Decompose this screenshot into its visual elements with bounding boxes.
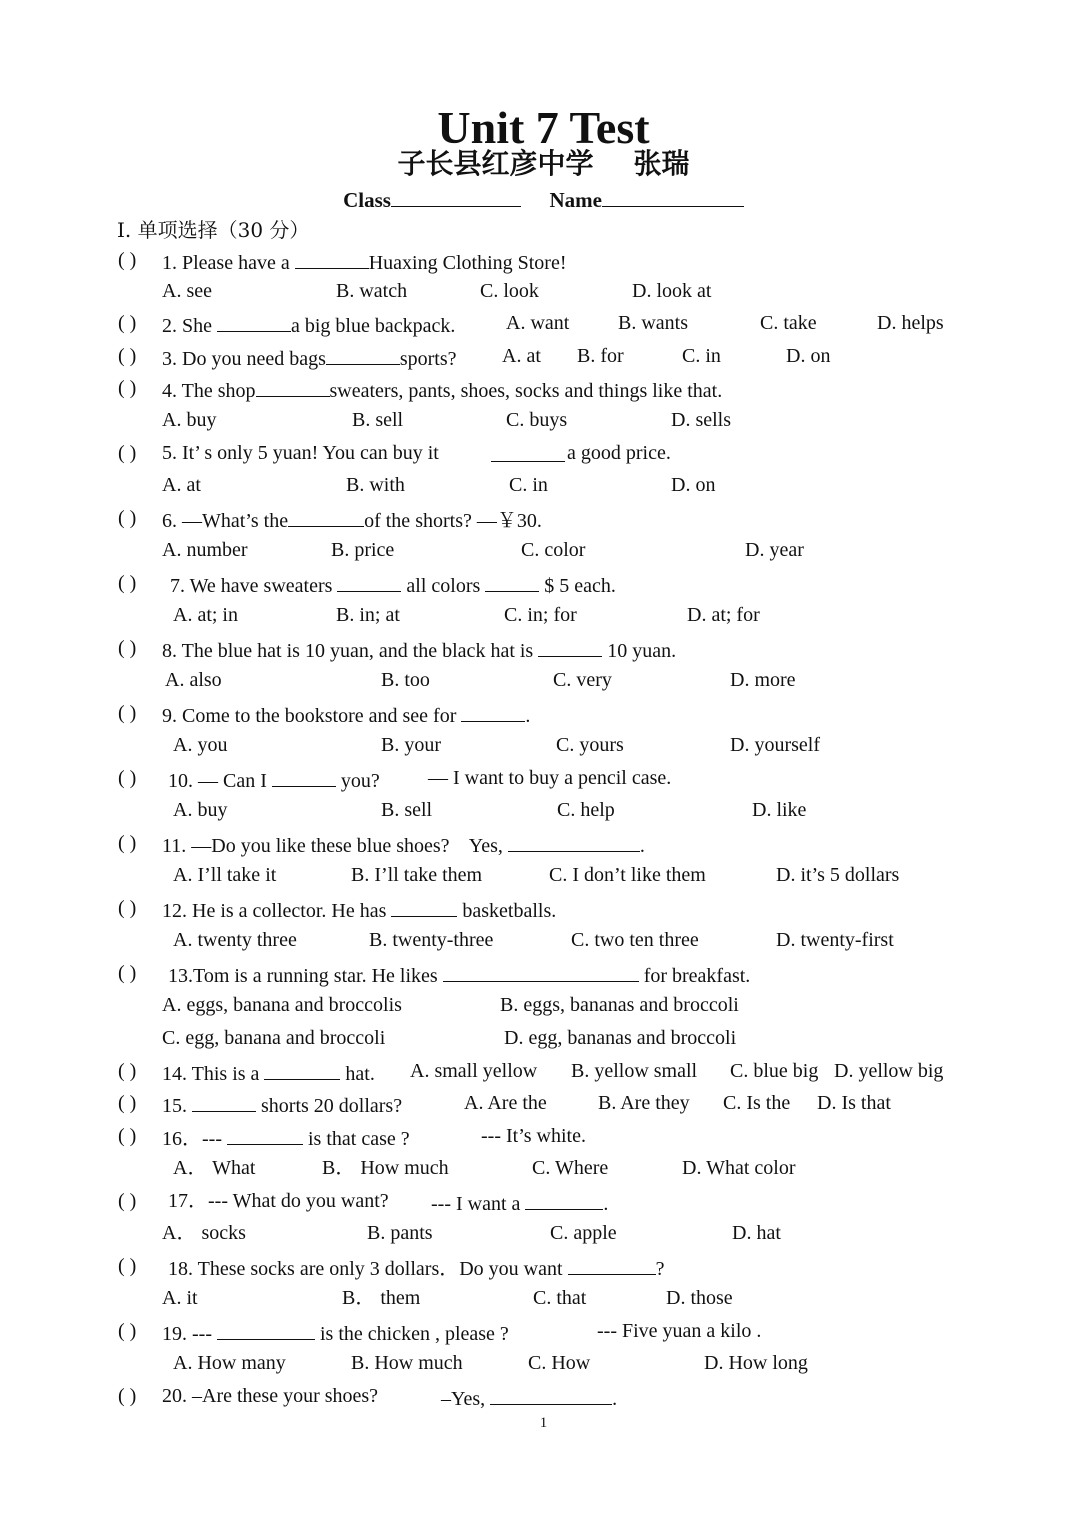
option-b[interactable]: B． them <box>342 1287 421 1309</box>
page-number: 1 <box>539 1415 548 1431</box>
question-12 <box>0 892 1087 924</box>
school-teacher-line <box>0 145 1087 183</box>
question-stem: 1. Please have a Huaxing Clothing Store! <box>162 244 567 279</box>
option-d[interactable]: D. more <box>730 669 796 691</box>
option-b[interactable]: B. How much <box>351 1352 463 1374</box>
option-b[interactable]: B. eggs, bananas and broccoli <box>500 994 739 1016</box>
school-name: 子长县红彦中学 <box>397 147 594 180</box>
option-a[interactable]: A. eggs, banana and broccolis <box>162 994 402 1016</box>
class-blank[interactable] <box>391 184 521 207</box>
question-4-options <box>0 404 1087 436</box>
answer-blank[interactable] <box>227 1120 303 1145</box>
section-heading: I. 单项选择（30 分） <box>117 218 310 242</box>
option-d[interactable]: D. on <box>671 474 716 496</box>
question-20 <box>0 1380 1087 1412</box>
option-a[interactable]: A. How many <box>173 1352 286 1374</box>
answer-blank[interactable] <box>326 340 400 365</box>
question-stem: 7. We have sweaters all colors $ 5 each. <box>170 567 616 602</box>
option-b[interactable]: B. sell <box>352 409 404 431</box>
answer-blank[interactable] <box>508 827 640 852</box>
option-c[interactable]: C. take <box>760 312 817 334</box>
question-6 <box>0 502 1087 534</box>
option-d[interactable]: D. yellow big <box>834 1060 944 1082</box>
answer-paren[interactable]: ( ) <box>118 832 137 854</box>
question-6-options <box>0 534 1087 566</box>
question-10-options <box>0 794 1087 826</box>
answer-paren[interactable]: ( ) <box>118 1190 137 1212</box>
answer-blank[interactable] <box>272 762 336 787</box>
answer-paren[interactable]: ( ) <box>118 572 137 594</box>
class-name-line <box>0 184 1087 215</box>
option-c[interactable]: C. help <box>557 799 615 821</box>
option-b[interactable]: B. for <box>577 345 624 367</box>
answer-blank-2[interactable] <box>485 567 539 592</box>
question-5-options <box>0 469 1087 501</box>
option-b[interactable]: B. watch <box>336 280 408 302</box>
option-b[interactable]: B. twenty-three <box>369 929 494 951</box>
option-c[interactable]: C. look <box>480 280 539 302</box>
answer-paren[interactable]: ( ) <box>118 1385 137 1407</box>
answer-paren[interactable]: ( ) <box>118 1092 137 1114</box>
option-a[interactable]: A. buy <box>162 409 217 431</box>
option-d[interactable]: D. twenty-first <box>776 929 894 951</box>
name-label: Name <box>549 188 602 212</box>
question-12-options <box>0 924 1087 956</box>
question-9 <box>0 697 1087 729</box>
option-a[interactable]: A. at <box>162 474 201 496</box>
option-c[interactable]: C. in <box>509 474 548 496</box>
answer-blank[interactable] <box>192 1087 256 1112</box>
option-a[interactable]: A． socks <box>162 1222 246 1244</box>
answer-blank[interactable] <box>491 437 565 462</box>
question-stem: 19. --- is the chicken , please ? <box>162 1315 509 1350</box>
option-d[interactable]: D. helps <box>877 312 944 334</box>
option-b[interactable]: B. sell <box>381 799 433 821</box>
answer-paren[interactable]: ( ) <box>118 507 137 529</box>
question-13-options-ab <box>0 989 1087 1021</box>
option-d[interactable]: D. egg, bananas and broccoli <box>504 1027 737 1049</box>
question-stem: 8. The blue hat is 10 yuan, and the black hat is 10 yuan. <box>162 632 676 667</box>
answer-paren[interactable]: ( ) <box>118 637 137 659</box>
question-stem: 12. He is a collector. He has basketballs. <box>162 892 556 927</box>
question-13-options-cd <box>0 1022 1087 1054</box>
question-18-options <box>0 1282 1087 1314</box>
answer-blank[interactable] <box>461 697 525 722</box>
question-stem: 15. shorts 20 dollars? <box>162 1087 402 1122</box>
question-9-options <box>0 729 1087 761</box>
question-reply: --- Five yuan a kilo . <box>597 1320 762 1342</box>
option-c[interactable]: C. in; for <box>504 604 577 626</box>
question-stem: 4. The shop sweaters, pants, shoes, socks and things like that. <box>162 372 722 407</box>
answer-blank[interactable] <box>337 567 401 592</box>
option-b[interactable]: B. Are they <box>598 1092 690 1114</box>
question-stem: 11. —Do you like these blue shoes? Yes, . <box>162 827 645 862</box>
answer-blank[interactable] <box>490 1380 612 1405</box>
question-5 <box>0 437 1087 469</box>
option-c[interactable]: C. very <box>553 669 612 691</box>
question-1 <box>0 244 1087 276</box>
answer-paren[interactable]: ( ) <box>118 767 137 789</box>
question-stem: 5. It’ s only 5 yuan! You can buy it <box>162 442 439 464</box>
answer-blank[interactable] <box>295 244 369 269</box>
answer-blank[interactable] <box>256 372 330 397</box>
question-10 <box>0 762 1087 794</box>
question-8 <box>0 632 1087 664</box>
answer-blank[interactable] <box>391 892 457 917</box>
option-c[interactable]: C. in <box>682 345 721 367</box>
question-stem: 18. These socks are only 3 dollars．Do you want ? <box>168 1250 664 1285</box>
option-d[interactable]: D. year <box>745 539 804 561</box>
answer-blank[interactable] <box>288 502 364 527</box>
option-a[interactable]: A. also <box>165 669 222 691</box>
question-stem: 17．--- What do you want? <box>168 1190 389 1212</box>
option-a[interactable]: A. buy <box>173 799 228 821</box>
answer-paren[interactable]: ( ) <box>118 1255 137 1277</box>
answer-blank[interactable] <box>538 632 602 657</box>
answer-paren[interactable]: ( ) <box>118 377 137 399</box>
question-13 <box>0 957 1087 989</box>
option-c[interactable]: C. Is the <box>723 1092 791 1114</box>
option-d[interactable]: D. hat <box>732 1222 781 1244</box>
option-a[interactable]: A. Are the <box>464 1092 547 1114</box>
question-18 <box>0 1250 1087 1282</box>
option-a[interactable]: A. small yellow <box>410 1060 538 1082</box>
option-c[interactable]: C. that <box>533 1287 587 1309</box>
option-a[interactable]: A. number <box>162 539 248 561</box>
option-d[interactable]: D. sells <box>671 409 731 431</box>
option-b[interactable]: B. wants <box>618 312 688 334</box>
option-c[interactable]: C. yours <box>556 734 624 756</box>
option-b[interactable]: B. pants <box>367 1222 433 1244</box>
option-d[interactable]: D. those <box>666 1287 733 1309</box>
option-b[interactable]: B. yellow small <box>571 1060 698 1082</box>
answer-paren[interactable]: ( ) <box>118 897 137 919</box>
option-a[interactable]: A. twenty three <box>173 929 297 951</box>
question-19-options <box>0 1347 1087 1379</box>
option-c[interactable]: C. color <box>521 539 586 561</box>
answer-blank[interactable] <box>217 1315 315 1340</box>
answer-blank[interactable] <box>264 1055 340 1080</box>
name-blank[interactable] <box>602 184 744 207</box>
question-2 <box>0 307 1087 339</box>
option-c[interactable]: C. apple <box>550 1222 617 1244</box>
question-4 <box>0 372 1087 404</box>
question-19 <box>0 1315 1087 1347</box>
answer-blank[interactable] <box>443 957 639 982</box>
question-reply: — I want to buy a pencil case. <box>428 767 672 789</box>
option-a[interactable]: A. want <box>506 312 570 334</box>
answer-blank[interactable] <box>568 1250 656 1275</box>
option-b[interactable]: B. with <box>346 474 405 496</box>
option-c[interactable]: C. Where <box>532 1157 609 1179</box>
option-d[interactable]: D. at; for <box>687 604 760 626</box>
question-stem: 2. She a big blue backpack. <box>162 307 455 342</box>
option-c[interactable]: C. egg, banana and broccoli <box>162 1027 386 1049</box>
question-stem: 9. Come to the bookstore and see for . <box>162 697 530 732</box>
answer-paren[interactable]: ( ) <box>118 1060 137 1082</box>
option-d[interactable]: D. like <box>752 799 807 821</box>
question-17 <box>0 1185 1087 1217</box>
question-1-options <box>0 275 1087 307</box>
answer-blank[interactable] <box>525 1185 603 1210</box>
option-b[interactable]: B. price <box>331 539 395 561</box>
question-stem: 13.Tom is a running star. He likes for breakfast. <box>168 957 750 992</box>
answer-paren[interactable]: ( ) <box>118 249 137 271</box>
option-a[interactable]: A. I’ll take it <box>173 864 277 886</box>
answer-paren[interactable]: ( ) <box>118 442 137 464</box>
option-b[interactable]: B. too <box>381 669 430 691</box>
option-c[interactable]: C. buys <box>506 409 568 431</box>
option-d[interactable]: D. How long <box>704 1352 808 1374</box>
question-7 <box>0 567 1087 599</box>
option-d[interactable]: D. on <box>786 345 831 367</box>
option-a[interactable]: A． What <box>173 1157 256 1179</box>
question-11-options <box>0 859 1087 891</box>
answer-blank[interactable] <box>217 307 291 332</box>
option-d[interactable]: D. look at <box>632 280 712 302</box>
question-3 <box>0 340 1087 372</box>
option-c[interactable]: C. I don’t like them <box>549 864 706 886</box>
option-d[interactable]: D. it’s 5 dollars <box>776 864 900 886</box>
option-b[interactable]: B. your <box>381 734 441 756</box>
question-reply: --- I want a . <box>431 1185 608 1220</box>
question-stem: 20. –Are these your shoes? <box>162 1385 379 1407</box>
answer-paren[interactable]: ( ) <box>118 345 137 367</box>
class-label: Class <box>343 188 391 212</box>
answer-paren[interactable]: ( ) <box>118 312 137 334</box>
option-c[interactable]: C. blue big <box>730 1060 819 1082</box>
option-c[interactable]: C. two ten three <box>571 929 699 951</box>
teacher-name: 张瑞 <box>633 147 690 180</box>
question-8-options <box>0 664 1087 696</box>
option-a[interactable]: A. at; in <box>173 604 238 626</box>
answer-paren[interactable]: ( ) <box>118 1125 137 1147</box>
answer-paren[interactable]: ( ) <box>118 1320 137 1342</box>
option-c[interactable]: C. How <box>528 1352 591 1374</box>
option-a[interactable]: A. see <box>162 280 212 302</box>
option-d[interactable]: D. What color <box>682 1157 796 1179</box>
option-b[interactable]: B. in; at <box>336 604 400 626</box>
option-a[interactable]: A. you <box>173 734 228 756</box>
option-b[interactable]: B． How much <box>322 1157 449 1179</box>
option-d[interactable]: D. Is that <box>817 1092 891 1114</box>
question-16-options <box>0 1152 1087 1184</box>
question-stem: 6. —What’s the of the shorts? —￥30. <box>162 502 542 537</box>
question-16 <box>0 1120 1087 1152</box>
answer-paren[interactable]: ( ) <box>118 702 137 724</box>
question-7-options <box>0 599 1087 631</box>
question-17-options <box>0 1217 1087 1249</box>
question-15 <box>0 1087 1087 1119</box>
question-stem: 16．--- is that case ? <box>162 1120 410 1155</box>
answer-paren[interactable]: ( ) <box>118 962 137 984</box>
question-stem: 3. Do you need bags sports? <box>162 340 457 375</box>
question-reply: --- It’s white. <box>481 1125 586 1147</box>
option-a[interactable]: A. at <box>502 345 541 367</box>
option-d[interactable]: D. yourself <box>730 734 820 756</box>
question-stem: 14. This is a hat. <box>162 1055 375 1090</box>
option-a[interactable]: A. it <box>162 1287 198 1309</box>
question-11 <box>0 827 1087 859</box>
option-b[interactable]: B. I’ll take them <box>351 864 483 886</box>
page-title: Unit 7 Test <box>437 102 650 153</box>
question-stem-end: a good price. <box>567 442 671 464</box>
question-stem: 10. — Can I you? <box>168 762 380 797</box>
question-14 <box>0 1055 1087 1087</box>
question-reply: –Yes, . <box>441 1380 617 1415</box>
